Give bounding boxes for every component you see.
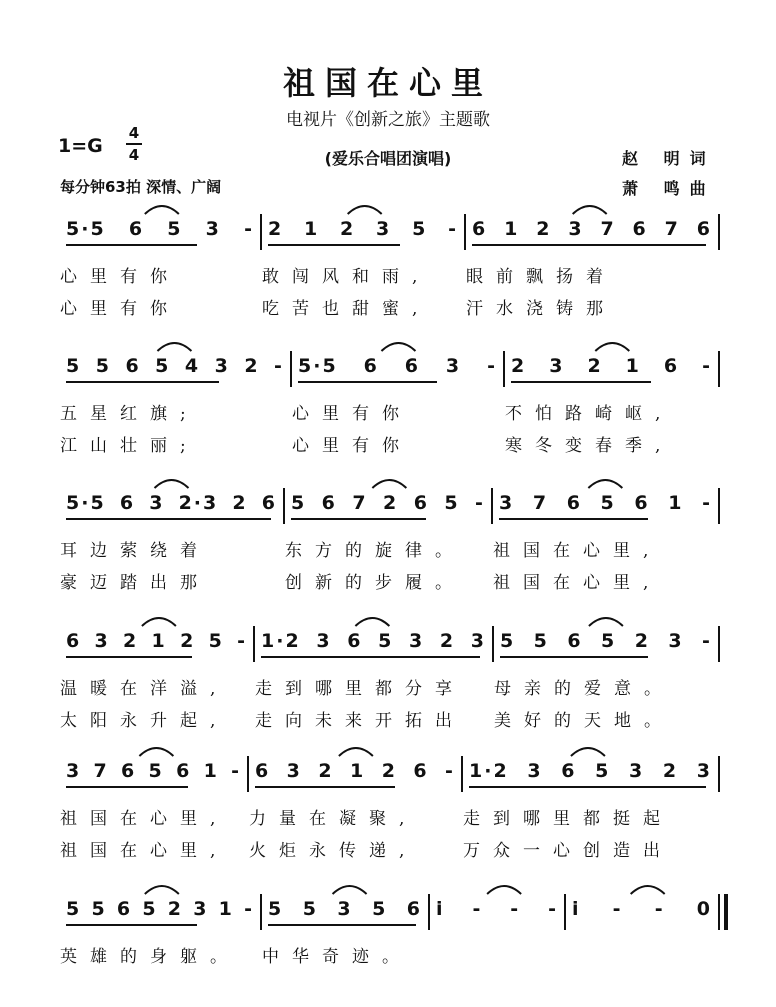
note: - bbox=[274, 355, 284, 377]
lyric-verse-1: 耳边萦绕着 bbox=[60, 541, 210, 561]
lyric-verse-2: 美好的天地。 bbox=[494, 711, 674, 731]
note: 2 bbox=[340, 218, 356, 240]
lyric-verse-1: 五星红旗; bbox=[60, 404, 199, 424]
time-bottom: 4 bbox=[128, 146, 140, 164]
note: 5 bbox=[412, 218, 428, 240]
note: 5 bbox=[95, 355, 111, 377]
note: 6 bbox=[176, 760, 192, 782]
lyric-verse-2: 创新的步履。 bbox=[285, 573, 465, 593]
lyric-verse-2: 万众一心创造出 bbox=[463, 841, 673, 861]
lyric-verse-2: 汗水浇铸那 bbox=[466, 299, 616, 319]
composer-credit: 萧 鸣曲 bbox=[622, 179, 716, 198]
note: 2 bbox=[244, 355, 260, 377]
note: 6 bbox=[321, 492, 337, 514]
note: 5 bbox=[595, 760, 611, 782]
note: 5 bbox=[167, 218, 183, 240]
note: 6 bbox=[404, 355, 420, 377]
note: 6 bbox=[663, 355, 680, 377]
lyric-verse-1: 心里有你 bbox=[292, 404, 412, 424]
note: 3 bbox=[214, 355, 230, 377]
lyric-verse-1: 力量在凝聚, bbox=[249, 809, 418, 829]
note: - bbox=[548, 898, 558, 920]
note: 5 bbox=[444, 492, 460, 514]
lyric-verse-2: 走向未来开拓出 bbox=[255, 711, 465, 731]
note: 2 bbox=[318, 760, 334, 782]
note: 2 bbox=[383, 492, 399, 514]
note: - bbox=[487, 355, 497, 377]
note: 6 bbox=[363, 355, 379, 377]
note: - bbox=[244, 218, 254, 240]
note: - bbox=[231, 760, 241, 782]
note: 7 bbox=[532, 492, 549, 514]
note: 3 bbox=[66, 760, 82, 782]
lyricist-credit: 赵 明词 bbox=[622, 149, 716, 168]
tempo-marking: 每分钟63拍 深情、广阔 bbox=[60, 178, 222, 196]
note: 5 bbox=[66, 898, 82, 920]
lyric-verse-1: 祖国在心里, bbox=[493, 541, 662, 561]
lyric-verse-2: 太阳永升起, bbox=[60, 711, 229, 731]
note: - bbox=[448, 218, 458, 240]
note: 3 bbox=[499, 492, 515, 514]
note: 2 bbox=[123, 630, 139, 652]
lyric-verse-1: 走到哪里都分享 bbox=[255, 679, 465, 699]
note: 5 bbox=[378, 630, 394, 652]
time-top: 4 bbox=[128, 124, 140, 142]
note: 3 bbox=[408, 630, 425, 652]
lyric-verse-1: 心里有你 bbox=[60, 267, 180, 287]
note: 5 bbox=[66, 355, 82, 377]
note: 6 bbox=[347, 630, 363, 652]
note: 3 bbox=[445, 355, 462, 377]
note: 5 bbox=[155, 355, 171, 377]
note: 6 bbox=[696, 218, 712, 240]
note: 5 bbox=[533, 630, 549, 652]
note: 2 bbox=[511, 355, 527, 377]
note: - bbox=[244, 898, 254, 920]
note: 3 bbox=[376, 218, 392, 240]
lyric-verse-1: 祖国在心里, bbox=[60, 809, 229, 829]
note: 2 bbox=[587, 355, 603, 377]
note: 2 bbox=[536, 218, 552, 240]
note: 3 bbox=[568, 218, 584, 240]
note: 5 bbox=[500, 630, 516, 652]
note: 5 bbox=[372, 898, 388, 920]
note: 6 bbox=[567, 630, 583, 652]
lyric-verse-2: 心里有你 bbox=[60, 299, 180, 319]
note: 5·5 bbox=[298, 355, 338, 377]
lyric-verse-1: 走到哪里都挺起 bbox=[463, 809, 673, 829]
note: 1 bbox=[350, 760, 366, 782]
lyric-verse-1: 中华奇迹。 bbox=[262, 947, 412, 967]
note: 6 bbox=[472, 218, 488, 240]
note: 3 bbox=[193, 898, 209, 920]
note: - bbox=[702, 492, 712, 514]
note: 6 bbox=[413, 760, 429, 782]
note: 3 bbox=[470, 630, 486, 652]
subtitle: 电视片《创新之旅》主题歌 bbox=[286, 110, 490, 130]
lyric-verse-1: 英雄的身躯。 bbox=[60, 947, 240, 967]
note: 5 bbox=[600, 492, 616, 514]
note: 6 bbox=[566, 492, 582, 514]
note: 6 bbox=[261, 492, 277, 514]
note: 2 bbox=[180, 630, 196, 652]
page-title: 祖国在心里 bbox=[282, 64, 493, 102]
note: 7 bbox=[352, 492, 368, 514]
note: 3 bbox=[149, 492, 165, 514]
note: - bbox=[475, 492, 485, 514]
note: - bbox=[472, 898, 483, 920]
note: 6 bbox=[255, 760, 271, 782]
note: 1 bbox=[218, 898, 234, 920]
note: 5 bbox=[302, 898, 318, 920]
note: 1 bbox=[151, 630, 167, 652]
note: 3 bbox=[316, 630, 332, 652]
note: 6 bbox=[125, 355, 141, 377]
note: 6 bbox=[413, 492, 429, 514]
note: 3 bbox=[696, 760, 712, 782]
note: 2·3 bbox=[178, 492, 219, 514]
note: 5·5 bbox=[66, 218, 106, 240]
lyric-verse-2: 江山壮丽; bbox=[60, 436, 199, 456]
note: - bbox=[237, 630, 247, 652]
lyric-verse-1: 不怕路崎岖, bbox=[505, 404, 674, 424]
slur bbox=[631, 886, 665, 894]
slur bbox=[487, 886, 521, 894]
lyric-verse-2: 火炬永传递, bbox=[249, 841, 418, 861]
slur bbox=[333, 886, 367, 894]
note: i bbox=[572, 898, 581, 920]
lyric-verse-2: 豪迈踏出那 bbox=[60, 573, 210, 593]
lyric-verse-2: 心里有你 bbox=[292, 436, 412, 456]
note: 5·5 bbox=[66, 492, 106, 514]
note: 5 bbox=[291, 492, 307, 514]
note: 1 bbox=[304, 218, 320, 240]
lyric-verse-2: 寒冬变春季, bbox=[505, 436, 674, 456]
note: 2 bbox=[439, 630, 456, 652]
note: 2 bbox=[167, 898, 183, 920]
note: 5 bbox=[142, 898, 158, 920]
note: 3 bbox=[527, 760, 543, 782]
note: 7 bbox=[600, 218, 616, 240]
note: 3 bbox=[337, 898, 353, 920]
note: - bbox=[612, 898, 623, 920]
note: 6 bbox=[634, 492, 650, 514]
note: 2 bbox=[268, 218, 284, 240]
note: 5 bbox=[148, 760, 164, 782]
lyric-verse-2: 祖国在心里, bbox=[493, 573, 662, 593]
note: 1 bbox=[625, 355, 641, 377]
note: 6 bbox=[632, 218, 648, 240]
lyric-verse-1: 母亲的爱意。 bbox=[494, 679, 674, 699]
note: 3 bbox=[668, 630, 684, 652]
note: 3 bbox=[286, 760, 302, 782]
note: 3 bbox=[628, 760, 645, 782]
slur bbox=[145, 886, 179, 894]
lyric-verse-1: 温暖在洋溢, bbox=[60, 679, 229, 699]
note: 6 bbox=[116, 898, 133, 920]
key-signature: 1=G bbox=[58, 135, 103, 157]
note: 1·2 bbox=[261, 630, 301, 652]
note: 7 bbox=[93, 760, 109, 782]
lyric-verse-1: 眼前飘扬着 bbox=[466, 267, 616, 287]
lyric-verse-2: 吃苦也甜蜜, bbox=[262, 299, 431, 319]
note: 4 bbox=[184, 355, 201, 377]
note: - bbox=[654, 898, 665, 920]
note: 6 bbox=[128, 218, 145, 240]
note: 5 bbox=[91, 898, 107, 920]
note: 1 bbox=[668, 492, 684, 514]
note: 1 bbox=[203, 760, 219, 782]
note: 2 bbox=[381, 760, 397, 782]
performer: (爱乐合唱团演唱) bbox=[324, 149, 452, 168]
note: 0 bbox=[696, 898, 712, 920]
lyric-verse-1: 敢闯风和雨, bbox=[262, 267, 431, 287]
note: 2 bbox=[662, 760, 679, 782]
note: - bbox=[510, 898, 521, 920]
note: - bbox=[445, 760, 455, 782]
note: 6 bbox=[66, 630, 82, 652]
note: 5 bbox=[208, 630, 224, 652]
note: 5 bbox=[268, 898, 284, 920]
note: 3 bbox=[94, 630, 110, 652]
note: 6 bbox=[406, 898, 422, 920]
note: 6 bbox=[121, 760, 137, 782]
note: 5 bbox=[601, 630, 617, 652]
note: - bbox=[702, 355, 712, 377]
note: - bbox=[702, 630, 712, 652]
note: 2 bbox=[232, 492, 248, 514]
lyric-verse-2: 祖国在心里, bbox=[60, 841, 229, 861]
lyric-verse-1: 东方的旋律。 bbox=[285, 541, 465, 561]
note: 1 bbox=[504, 218, 520, 240]
note: 3 bbox=[205, 218, 221, 240]
note: 2 bbox=[634, 630, 650, 652]
note: 6 bbox=[119, 492, 136, 514]
note: 7 bbox=[664, 218, 680, 240]
note: i bbox=[436, 898, 445, 920]
note: 6 bbox=[561, 760, 577, 782]
note: 3 bbox=[549, 355, 565, 377]
note: 1·2 bbox=[469, 760, 509, 782]
